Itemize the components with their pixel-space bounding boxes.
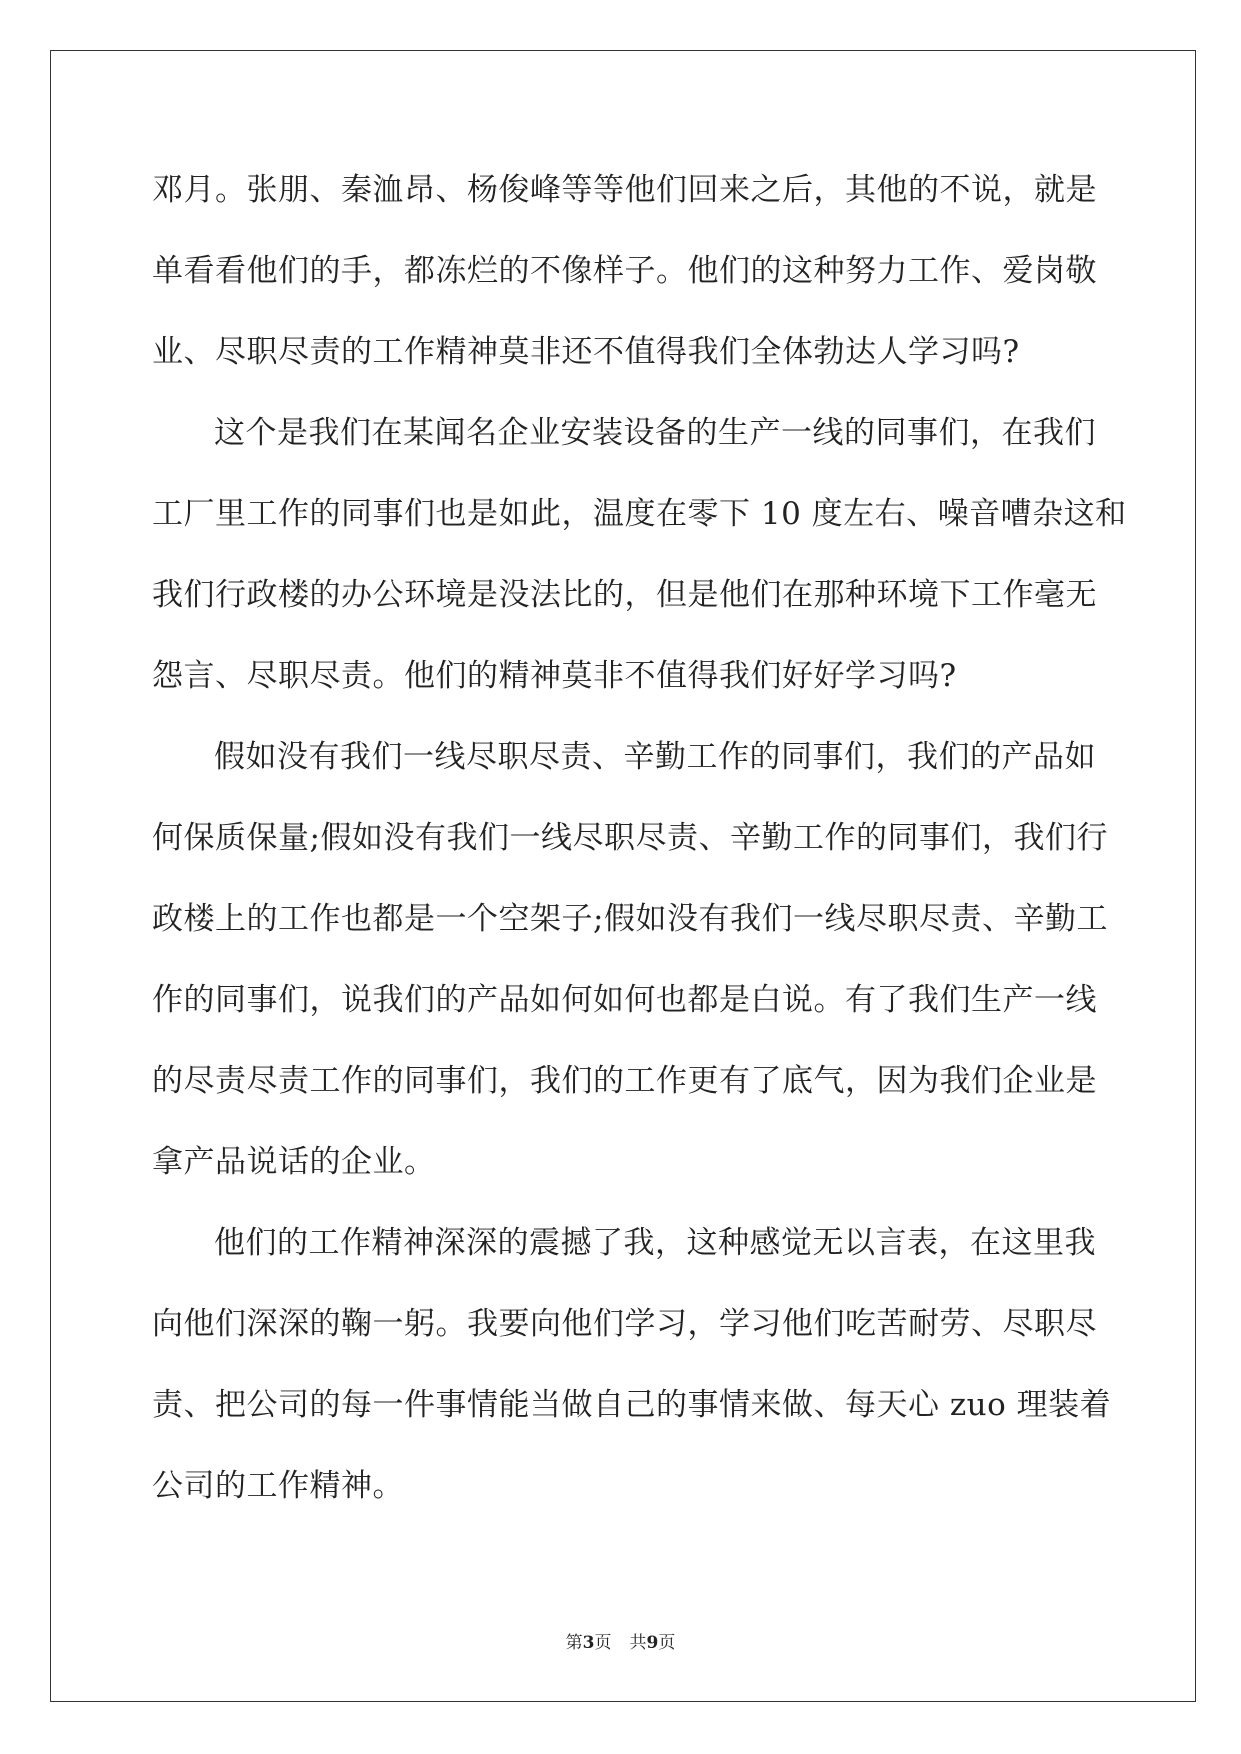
text-line: 单看看他们的手，都冻烂的不像样子。他们的这种努力工作、爱岗敬 [152,253,1097,289]
text-line: 向他们深深的鞠一躬。我要向他们学习，学习他们吃苦耐劳、尽职尽 [152,1306,1097,1342]
text-line: 业、尽职尽责的工作精神莫非还不值得我们全体勃达人学习吗? [152,334,1020,370]
page-footer [0,1628,1241,1653]
text-line: 怨言、尽职尽责。他们的精神莫非不值得我们好好学习吗? [152,658,957,694]
total-suffix: 页 [658,1633,676,1653]
text-line: 责、把公司的每一件事情能当做自己的事情来做、每天心 zuo 理装着 [152,1387,1112,1423]
text-line: 政楼上的工作也都是一个空架子;假如没有我们一线尽职尽责、辛勤工 [152,901,1108,937]
total-pages: 9 [646,1633,659,1653]
page-number: 3 [582,1633,595,1653]
text-line: 的尽责尽责工作的同事们，我们的工作更有了底气，因为我们企业是 [152,1063,1097,1099]
text-line: 邓月。张朋、秦洫昂、杨俊峰等等他们回来之后，其他的不说，就是 [152,172,1097,208]
total-prefix: 共 [629,1633,647,1653]
text-line: 假如没有我们一线尽职尽责、辛勤工作的同事们，我们的产品如 [214,739,1096,775]
page-suffix: 页 [594,1633,612,1653]
page-prefix: 第 [565,1633,583,1653]
text-line: 作的同事们，说我们的产品如何如何也都是白说。有了我们生产一线 [152,982,1097,1018]
text-line: 公司的工作精神。 [152,1468,404,1504]
text-line: 这个是我们在某闻名企业安装设备的生产一线的同事们，在我们 [214,415,1096,451]
text-line: 他们的工作精神深深的震撼了我，这种感觉无以言表，在这里我 [214,1225,1096,1261]
text-line: 何保质保量;假如没有我们一线尽职尽责、辛勤工作的同事们，我们行 [152,820,1108,856]
text-line: 拿产品说话的企业。 [152,1144,436,1180]
text-line: 工厂里工作的同事们也是如此，温度在零下 10 度左右、噪音嘈杂这和 [152,496,1127,532]
document-body [152,150,1127,1527]
text-line: 我们行政楼的办公环境是没法比的，但是他们在那种环境下工作毫无 [152,577,1097,613]
